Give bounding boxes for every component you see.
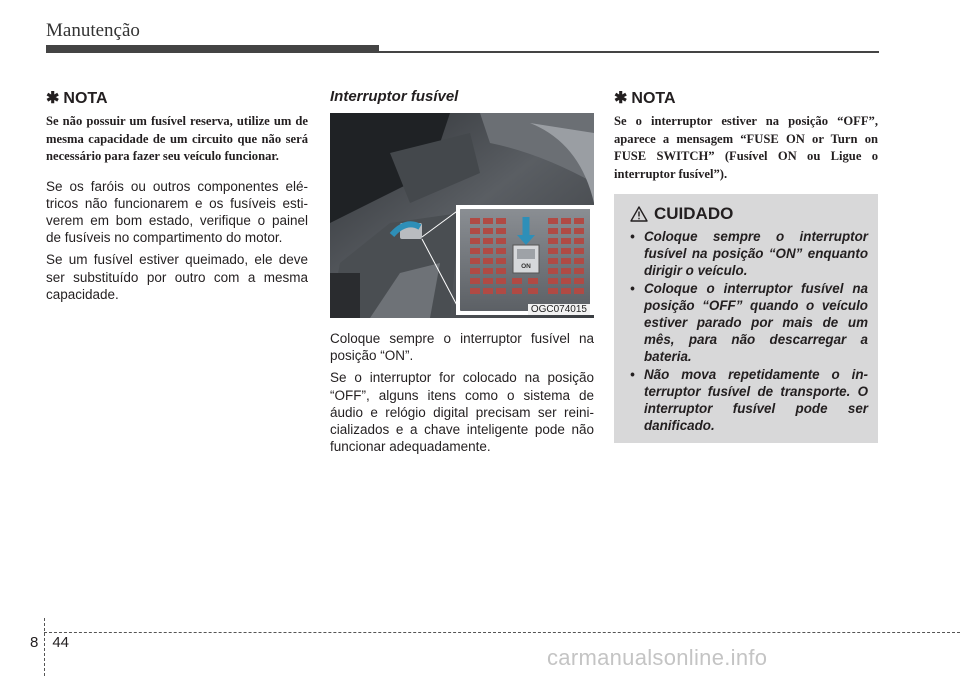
paragraph: Se o interruptor for colocado na posição “OFF”, alguns itens como o sistema de áudio e relógio digital precisam ser reinicializados e a chave inteligente pode não funcionar adequadamente. xyxy=(330,370,594,455)
caution-box xyxy=(614,194,878,443)
chapter-number: 8 xyxy=(30,634,39,651)
header-bar xyxy=(46,45,379,53)
switch-on-label: ON xyxy=(521,263,531,270)
asterisk-icon: ✱ xyxy=(614,90,628,107)
dashboard-illustration xyxy=(330,113,594,318)
column-right xyxy=(614,88,878,183)
list-item: • Não mova repetidamente o interruptor fusível de transporte. O interruptor fusível pode ser danificado. xyxy=(630,366,868,434)
page-number-value: 44 xyxy=(52,634,70,651)
paragraph: Se os faróis ou outros componentes elétricos não funcionarem e os fusíveis estiverem em bom estado, verifique o painel de fusíveis no compartimento do motor. xyxy=(46,178,308,246)
image-code: OGC074015 xyxy=(528,304,590,315)
caution-heading xyxy=(630,204,868,224)
paragraph: Se um fusível estiver queimado, ele deve ser substituído por outro com a mesma capacidade. xyxy=(46,252,308,302)
section-title: Manutenção xyxy=(46,20,140,41)
caution-title: CUIDADO xyxy=(654,204,734,223)
header-rule xyxy=(379,51,879,53)
column-middle xyxy=(330,88,594,455)
footer-rule-horizontal xyxy=(44,632,960,633)
page-number xyxy=(30,634,69,651)
note-title: NOTA xyxy=(63,90,108,107)
list-item: • Coloque o interruptor fusível na posição “OFF” quando o veículo estiver parado por mais de um mês, para não descarregar a bateria. xyxy=(630,280,868,365)
column-left xyxy=(46,88,308,303)
fuse-switch-photo xyxy=(330,113,594,318)
note-title: NOTA xyxy=(631,90,676,107)
paragraph: Coloque sempre o interruptor fusível na posição “ON”. xyxy=(330,331,594,364)
note-text: Se o interruptor estiver na posição “OFF”, aparece a mensagem “FUSE ON or Turn on FUSE SWITCH” (Fusível ON ou Ligue o interruptor fusível”). xyxy=(614,114,878,181)
watermark: carmanualsonline.info xyxy=(547,645,768,670)
note-text: Se não possuir um fusível reserva, utilize um de mesma capacidade de um circuito que não será necessário para fazer seu veículo funcionar. xyxy=(46,114,308,163)
subsection-title: Interruptor fusível xyxy=(330,88,459,105)
note-heading xyxy=(46,88,308,108)
warning-triangle-icon xyxy=(630,206,648,222)
caution-list xyxy=(630,228,868,434)
note-heading xyxy=(614,88,878,108)
list-item: • Coloque sempre o interruptor fusível na posição “ON” enquanto dirigir o veículo. xyxy=(630,229,868,279)
asterisk-icon: ✱ xyxy=(46,90,60,107)
